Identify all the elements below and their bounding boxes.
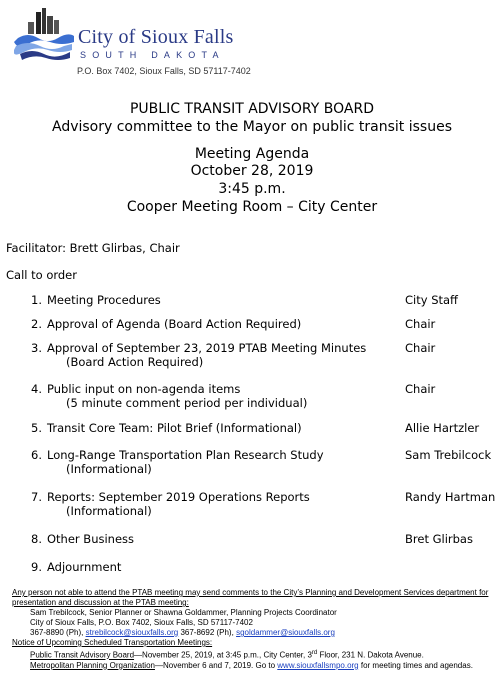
item-text: Other Business bbox=[47, 532, 135, 546]
board-title: PUBLIC TRANSIT ADVISORY BOARD bbox=[129, 101, 374, 117]
meeting-location: Cooper Meeting Room – City Center bbox=[126, 199, 378, 215]
item-presenter: City Staff bbox=[405, 293, 458, 307]
item-number: 5. bbox=[31, 421, 42, 435]
letterhead-address: P.O. Box 7402, Sioux Falls, SD 57117-7402 bbox=[77, 66, 251, 76]
email-link[interactable]: strebilcock@siouxfalls.org bbox=[85, 628, 179, 637]
item-text: Approval of Agenda (Board Action Required) bbox=[47, 317, 302, 331]
contact-line bbox=[12, 628, 500, 638]
item-presenter: Sam Trebilcock bbox=[405, 448, 492, 462]
document-type: Meeting Agenda bbox=[194, 146, 310, 162]
meeting-time: 3:45 p.m. bbox=[218, 181, 286, 197]
item-text-block bbox=[47, 490, 387, 518]
contact-phone: 367-8692 (Ph), bbox=[180, 628, 234, 637]
item-presenter: Bret Glirbas bbox=[405, 532, 473, 546]
contact-phone: 367-8890 (Ph), bbox=[30, 628, 84, 637]
item-number: 6. bbox=[31, 448, 42, 462]
ptab-sup: rd bbox=[311, 650, 318, 656]
item-text: Meeting Procedures bbox=[47, 293, 161, 307]
item-presenter: Randy Hartman bbox=[405, 490, 496, 504]
item-text: Adjournment bbox=[47, 560, 122, 574]
item-number: 8. bbox=[31, 532, 42, 546]
item-subtext: (Informational) bbox=[66, 504, 152, 518]
item-text: Reports: September 2019 Operations Reports bbox=[47, 490, 310, 504]
contact-address: City of Sioux Falls, P.O. Box 7402, Sioux Falls, SD 57117-7402 bbox=[30, 618, 253, 627]
facilitator: Facilitator: Brett Glirbas, Chair bbox=[6, 241, 180, 255]
state-name: SOUTH DAKOTA bbox=[80, 50, 225, 60]
mpo-text: for meeting times and agendas. bbox=[358, 660, 473, 670]
contact-names: Sam Trebilcock, Senior Planner or Shawna Goldammer, Planning Projects Coordinator bbox=[30, 608, 337, 617]
mpo-link[interactable]: www.siouxfallsmpo.org bbox=[277, 660, 359, 670]
footer-notes bbox=[12, 588, 500, 671]
mpo-text: —November 6 and 7, 2019. Go to bbox=[154, 660, 278, 670]
mpo-label: Metropolitan Planning Organization bbox=[30, 660, 155, 670]
meeting-date: October 28, 2019 bbox=[190, 163, 314, 179]
city-name: City of Sioux Falls bbox=[78, 26, 234, 48]
city-logo bbox=[14, 8, 74, 64]
item-text: Approval of September 23, 2019 PTAB Meeting Minutes bbox=[47, 341, 367, 355]
item-text: Long-Range Transportation Plan Research Study bbox=[47, 448, 324, 462]
ptab-text: —November 25, 2019, at 3:45 p.m., City Center, 3 bbox=[134, 650, 312, 660]
email-link[interactable]: sgoldammer@siouxfalls.org bbox=[236, 628, 335, 637]
item-presenter: Chair bbox=[405, 341, 436, 355]
ptab-text: Floor, 231 N. Dakota Avenue. bbox=[317, 650, 424, 660]
ptab-meeting bbox=[12, 648, 500, 661]
item-presenter: Chair bbox=[405, 317, 436, 331]
item-presenter: Allie Hartzler bbox=[405, 421, 480, 435]
mpo-meeting bbox=[12, 661, 500, 671]
item-number: 9. bbox=[31, 560, 42, 574]
item-subtext: (5 minute comment period per individual) bbox=[66, 396, 308, 410]
item-number: 7. bbox=[31, 490, 42, 504]
board-subtitle: Advisory committee to the Mayor on public transit issues bbox=[51, 119, 452, 135]
item-presenter: Chair bbox=[405, 382, 436, 396]
item-number: 3. bbox=[31, 341, 42, 355]
comments-notice: Any person not able to attend the PTAB meeting may send comments to the City’s Planning and Development Services department for presentation and discussion at the PTAB meeting: bbox=[12, 588, 489, 607]
item-text: Transit Core Team: Pilot Brief (Informational) bbox=[47, 421, 302, 435]
item-number: 1. bbox=[31, 293, 42, 307]
item-text: Public input on non-agenda items bbox=[47, 382, 241, 396]
item-subtext: (Informational) bbox=[66, 462, 152, 476]
item-text-block bbox=[47, 448, 387, 476]
item-number: 4. bbox=[31, 382, 42, 396]
item-text-block bbox=[47, 382, 387, 410]
item-text-block bbox=[47, 341, 387, 369]
item-subtext: (Board Action Required) bbox=[66, 355, 204, 369]
upcoming-heading: Notice of Upcoming Scheduled Transportation Meetings: bbox=[12, 638, 213, 647]
ptab-label: Public Transit Advisory Board bbox=[30, 650, 135, 660]
item-number: 2. bbox=[31, 317, 42, 331]
call-to-order: Call to order bbox=[6, 268, 77, 282]
